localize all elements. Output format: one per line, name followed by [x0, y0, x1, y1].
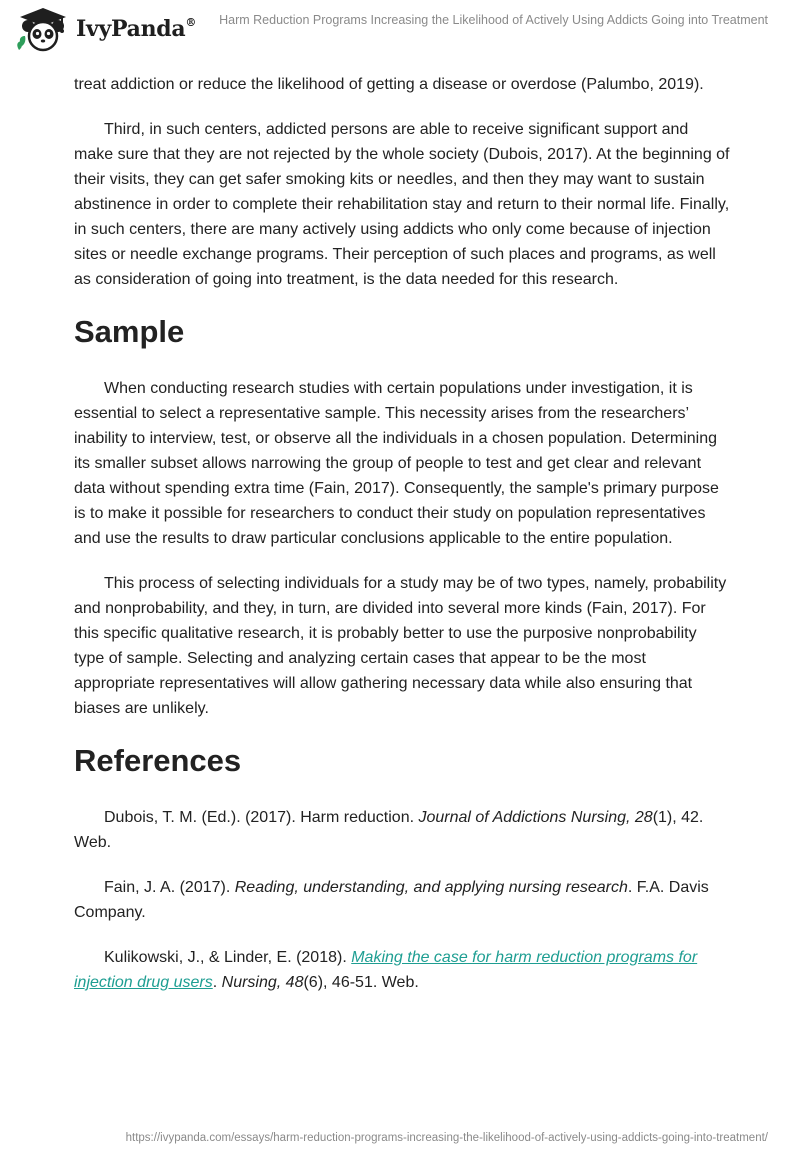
essay-content [74, 72, 730, 1015]
panda-graduate-icon [16, 6, 70, 52]
body-paragraph: treat addiction or reduce the likelihood of getting a disease or overdose (Palumbo, 2019). [74, 76, 704, 93]
reference-link[interactable]: Making the case for harm reduction programs for injection drug users [74, 949, 698, 991]
reference-entry: Fain, J. A. (2017). Reading, understanding, and applying nursing research. F.A. Davis Company. [74, 879, 709, 921]
body-paragraph: This process of selecting individuals for a study may be of two types, namely, probability and nonprobability, and they, in turn, are divided into several more kinds (Fain, 2017). For this specific qualitative research, it is probably better to use the purposive nonprobability type of sample. Selecting and analyzing certain cases that appear to be the most appropriate representatives will allow gathering necessary data while also ensuring that biases are unlikely. [74, 575, 727, 717]
section-heading-references: References [74, 743, 242, 778]
section-heading-sample: Sample [74, 314, 185, 349]
footer-source-url[interactable]: https://ivypanda.com/essays/harm-reduction-programs-increasing-the-likelihood-of-actively-using-addicts-going-into-treatment/ [125, 1132, 768, 1144]
brand-name: IvyPanda® [76, 16, 197, 42]
ivypanda-logo[interactable] [16, 6, 196, 52]
document-title: Harm Reduction Programs Increasing the Likelihood of Actively Using Addicts Going into Treatment [219, 13, 768, 27]
page-header [0, 0, 800, 60]
registered-mark: ® [185, 16, 197, 29]
reference-entry: Dubois, T. M. (Ed.). (2017). Harm reduction. Journal of Addictions Nursing, 28(1), 42. Web. [74, 809, 704, 851]
reference-entry: Kulikowski, J., & Linder, E. (2018). Making the case for harm reduction programs for injection drug users. Nursing, 48(6), 46-51. Web. [74, 949, 698, 991]
body-paragraph: Third, in such centers, addicted persons are able to receive significant support and make sure that they are not rejected by the whole society (Dubois, 2017). At the beginning of their visits, they can get safer smoking kits or needles, and then they may want to sustain abstinence in order to complete their rehabilitation stay and return to their normal life. Finally, in such centers, there are many actively using addicts who only come because of injection sites or needle exchange programs. Their perception of such places and programs, as well as consideration of going into treatment, is the data needed for this research. [74, 121, 730, 288]
body-paragraph: When conducting research studies with certain populations under investigation, it is essential to select a representative sample. This necessity arises from the researchers’ inability to interview, test, or observe all the individuals in a chosen population. Determining its smaller subset allows narrowing the group of people to test and get clear and relevant data without spending extra time (Fain, 2017). Consequently, the sample's primary purpose is to make it possible for researchers to conduct their study on population representatives and use the results to draw particular conclusions applicable to the entire population. [74, 380, 719, 547]
